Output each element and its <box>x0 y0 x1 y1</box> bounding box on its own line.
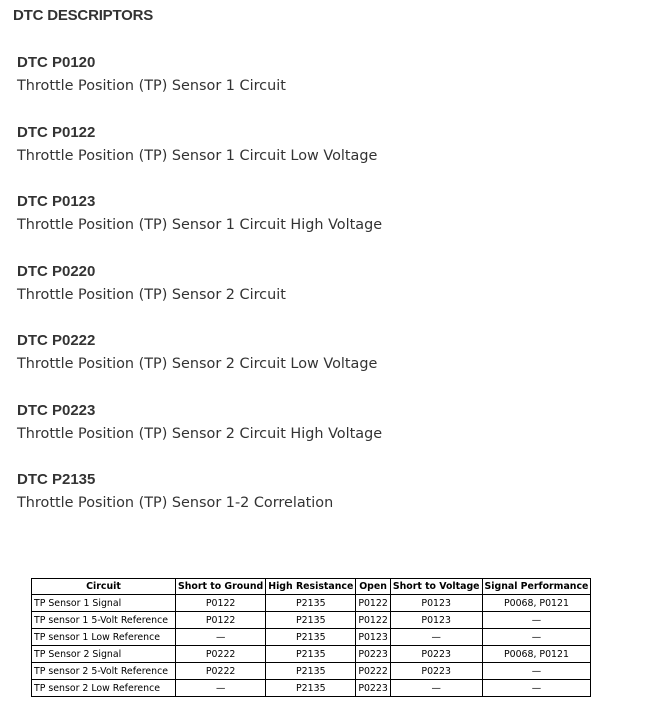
table-cell: P0122 <box>356 612 391 629</box>
dtc-description: Throttle Position (TP) Sensor 1 Circuit Low Voltage <box>17 147 378 164</box>
dtc-entry <box>17 471 382 541</box>
table-row <box>32 612 591 629</box>
dtc-list <box>17 54 382 541</box>
table-cell: P0223 <box>356 680 391 697</box>
dtc-description: Throttle Position (TP) Sensor 1 Circuit High Voltage <box>17 217 383 233</box>
table-cell: P0068, P0121 <box>482 646 591 663</box>
table-cell: — <box>482 612 591 629</box>
dtc-entry <box>17 124 382 194</box>
table-cell: TP Sensor 1 Signal <box>32 595 176 612</box>
table-cell: P0068, P0121 <box>482 595 591 612</box>
table-row <box>32 595 591 612</box>
table-cell: P2135 <box>266 629 356 646</box>
column-header: Short to Ground <box>176 579 266 595</box>
table-cell: — <box>482 680 591 697</box>
dtc-entry <box>17 332 382 402</box>
table-cell: — <box>390 629 482 646</box>
dtc-code: DTC P0122 <box>17 123 96 141</box>
dtc-entry <box>17 193 382 263</box>
table-cell: P2135 <box>266 680 356 697</box>
table-cell: P0123 <box>390 595 482 612</box>
dtc-description: Throttle Position (TP) Sensor 1-2 Correlation <box>17 495 334 511</box>
table-cell: TP sensor 2 5-Volt Reference <box>32 663 176 680</box>
table-cell: P0122 <box>356 595 391 612</box>
table-cell: TP sensor 1 Low Reference <box>32 629 176 646</box>
dtc-description: Throttle Position (TP) Sensor 2 Circuit Low Voltage <box>17 356 378 372</box>
table-cell: P0222 <box>356 663 391 680</box>
column-header: Open <box>356 579 391 595</box>
table-row <box>32 663 591 680</box>
dtc-code: DTC P0123 <box>17 193 96 210</box>
table-cell: P0122 <box>176 612 266 629</box>
dtc-entry <box>17 402 382 472</box>
table-cell: — <box>176 680 266 697</box>
dtc-code: DTC P0220 <box>17 262 96 280</box>
dtc-code: DTC P2135 <box>17 471 96 488</box>
table-cell: P0122 <box>176 595 266 612</box>
table-cell: TP Sensor 2 Signal <box>32 646 176 663</box>
dtc-code: DTC P0222 <box>17 332 96 349</box>
table-cell: P0223 <box>356 646 391 663</box>
column-header: Signal Performance <box>482 579 591 595</box>
table-cell: P0123 <box>390 612 482 629</box>
column-header: Circuit <box>32 579 176 595</box>
dtc-code: DTC P0120 <box>17 54 96 71</box>
table-cell: P0222 <box>176 663 266 680</box>
table-cell: P0222 <box>176 646 266 663</box>
table-cell: P2135 <box>266 595 356 612</box>
column-header: Short to Voltage <box>390 579 482 595</box>
table-cell: — <box>176 629 266 646</box>
column-header: High Resistance <box>266 579 356 595</box>
dtc-description: Throttle Position (TP) Sensor 1 Circuit <box>17 78 286 94</box>
table-cell: P0223 <box>390 663 482 680</box>
table-header-row <box>32 579 591 595</box>
table-cell: P2135 <box>266 646 356 663</box>
table-row <box>32 629 591 646</box>
table-cell: — <box>390 680 482 697</box>
table-cell: P2135 <box>266 663 356 680</box>
table-cell: TP sensor 1 5-Volt Reference <box>32 612 176 629</box>
table-cell: — <box>482 663 591 680</box>
dtc-entry <box>17 263 382 333</box>
dtc-description: Throttle Position (TP) Sensor 2 Circuit High Voltage <box>17 425 383 442</box>
table-row <box>32 680 591 697</box>
dtc-description: Throttle Position (TP) Sensor 2 Circuit <box>17 286 286 303</box>
circuit-fault-table <box>31 578 591 697</box>
table-cell: — <box>482 629 591 646</box>
table-cell: P0123 <box>356 629 391 646</box>
dtc-entry <box>17 54 382 124</box>
table-cell: P0223 <box>390 646 482 663</box>
dtc-code: DTC P0223 <box>17 401 96 419</box>
table-cell: TP sensor 2 Low Reference <box>32 680 176 697</box>
table-cell: P2135 <box>266 612 356 629</box>
table-row <box>32 646 591 663</box>
page-title: DTC DESCRIPTORS <box>13 7 154 24</box>
